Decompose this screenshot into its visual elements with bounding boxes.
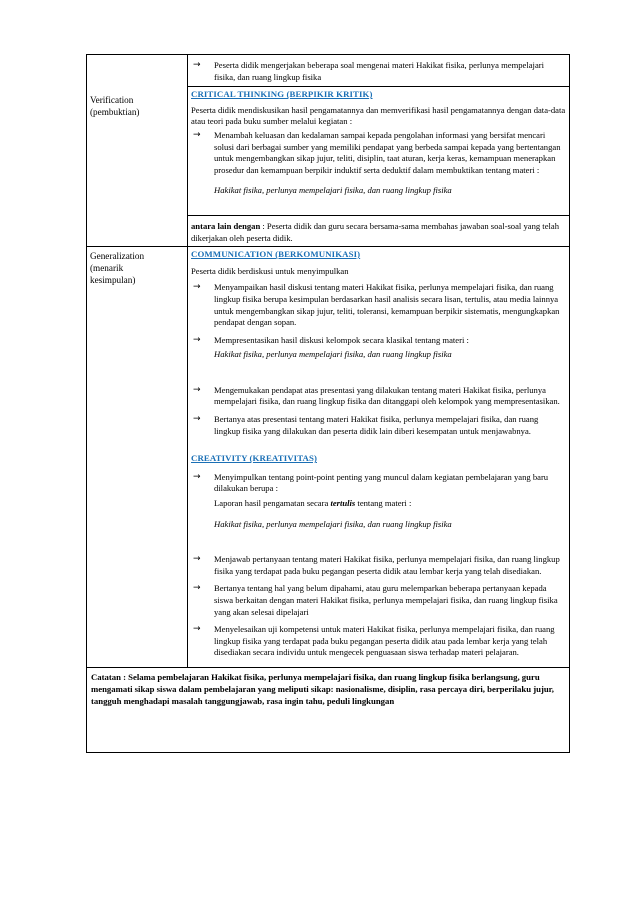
list-item: → Bertanya tentang hal yang belum dipahami, atau guru melemparkan beberapa pertanyaan kepada siswa berkaitan dengan materi Hakikat fisika, perlunya mempelajari fisika, dan ruang lingkup fisika yang akan selesai dipelajari [193, 583, 558, 617]
list-item: → Menyampaikan hasil diskusi tentang materi Hakikat fisika, perlunya mempelajari fisika, dan ruang lingkup fisika berupa kesimpulan berdasarkan hasil analisis secara lisan, tertulis, atau media lainnya untuk mengembangkan sikap jujur, teliti, toleransi, kemampuan berpikir sistematis, mengungkapkan pendapat dengan sopan. [193, 282, 560, 328]
list-item: → Menjawab pertanyaan tentang materi Hakikat fisika, perlunya mempelajari fisika, dan ruang lingkup fisika yang terdapat pada buku pegangan peserta didik atau lembar kerja yang telah disediakan. [193, 554, 560, 576]
list-item: → Mengemukakan pendapat atas presentasi yang dilakukan tentang materi Hakikat fisika, perlunya mempelajari fisika, dan ruang lingkup fisika dan ditanggapi oleh kelompok yang mempresentasikan. [193, 384, 560, 407]
list-item: → Menyimpulkan tentang point-point penting yang muncul dalam kegiatan pembelajaran yang baru dilakukan berupa : Laporan hasil pengamatan secara tertulis tentang materi : Hakikat fisika, perlunya mempelajari fisika, dan ruang lingkup fisika [191, 472, 566, 530]
verification-block-main [191, 87, 566, 197]
phase-content-cell [188, 247, 570, 668]
report-line: Laporan hasil pengamatan secara tertulis tentang materi : [214, 498, 412, 509]
topic-italic: Hakikat fisika, perlunya mempelajari fisika, dan ruang lingkup fisika [214, 349, 452, 360]
phase-content-cell [188, 55, 570, 247]
section-intro: Peserta didik berdiskusi untuk menyimpulkan [191, 265, 349, 276]
phase-subname: (menarik [90, 263, 124, 274]
table-row-note [87, 667, 570, 752]
phase-subname: kesimpulan) [90, 275, 136, 286]
phase-name: Verification [90, 95, 134, 105]
closing-lead: antara lain dengan [191, 220, 261, 231]
verification-block-closing [188, 215, 569, 246]
activity-table [86, 54, 570, 753]
topic-italic: Hakikat fisika, perlunya mempelajari fisika, dan ruang lingkup fisika [214, 518, 452, 529]
arrow-icon: → [193, 334, 201, 345]
verification-block-top [188, 55, 569, 87]
arrow-icon: → [193, 282, 201, 293]
table-row-verification [87, 55, 570, 247]
closing-text: : Peserta didik dan guru secara bersama-sama membahas jawaban soal-soal yang telah dikerjakan oleh peserta didik. [191, 220, 560, 243]
section-heading-creativity: CREATIVITY (KREATIVITAS) [191, 453, 317, 464]
section-intro: Peserta didik mendiskusikan hasil pengamatannya dan memverifikasi hasil pengamatannya dengan data-data atau teori pada buku sumber melalui kegiatan : [191, 104, 566, 127]
arrow-icon: → [193, 583, 201, 594]
phase-label-cell [87, 247, 188, 668]
topic-italic: Hakikat fisika, perlunya mempelajari fisika, dan ruang lingkup fisika [214, 185, 452, 196]
list-item: → Mempresentasikan hasil diskusi kelompok secara klasikal tentang materi : Hakikat fisika, perlunya mempelajari fisika, dan ruang lingkup fisika [191, 335, 566, 361]
phase-subname: (pembuktian) [90, 107, 140, 117]
section-heading-communication: COMMUNICATION (BERKOMUNIKASI) [191, 249, 361, 260]
lesson-plan-document [86, 54, 570, 753]
arrow-icon: → [193, 384, 201, 395]
note-cell: Catatan : Selama pembelajaran Hakikat fisika, perlunya mempelajari fisika, dan ruang lingkup fisika berlangsung, guru mengamati sikap siswa dalam pembelajaran yang meliputi sikap: nasionalisme, disiplin, rasa percaya diri, berperilaku jujur, tangguh menghadapi masalah tanggungjawab, rasa ingin tahu, peduli lingkungan [87, 667, 570, 752]
list-item: → Menyelesaikan uji kompetensi untuk materi Hakikat fisika, perlunya mempelajari fisika, dan ruang lingkup fisika yang terdapat pada buku pegangan peserta didik atau pada lembar kerja yang telah disediakan secara individu untuk mengecek penguasaan siswa terhadap materi pelajaran. [193, 624, 555, 658]
arrow-icon: → [193, 624, 201, 635]
section-heading-critical-thinking: CRITICAL THINKING (BERPIKIR KRITIK) [191, 89, 373, 100]
table-row-generalization [87, 247, 570, 668]
list-item: → Bertanya atas presentasi tentang materi Hakikat fisika, perlunya mempelajari fisika, dan ruang lingkup fisika yang dilakukan dan peserta didik lain diberi kesempatan untuk menjawabnya. [193, 414, 539, 436]
arrow-icon: → [193, 60, 201, 70]
arrow-icon: → [193, 414, 201, 425]
arrow-icon: → [193, 471, 201, 482]
list-item: → Peserta didik mengerjakan beberapa soal mengenai materi Hakikat fisika, perlunya mempelajari fisika, dan ruang lingkup fisika [193, 60, 545, 82]
arrow-icon: → [193, 554, 201, 565]
arrow-icon: → [193, 129, 201, 140]
phase-name: Generalization [90, 251, 145, 262]
list-item: → Menambah keluasan dan kedalaman sampai kepada pengolahan informasi yang bersifat mencari solusi dari berbagai sumber yang memiliki pendapat yang berbeda sampai kepada yang bertentangan untuk mengembangkan sikap jujur, teliti, disiplin, taat aturan, kerja keras, kemampuan menerapkan prosedur dan kemampuan berpikir induktif serta deduktif dalam membuktikan tentang materi : Hakikat fisika, perlunya mempelajari fisika, dan ruang lingkup fisika [191, 130, 566, 197]
phase-label-cell [87, 55, 188, 247]
